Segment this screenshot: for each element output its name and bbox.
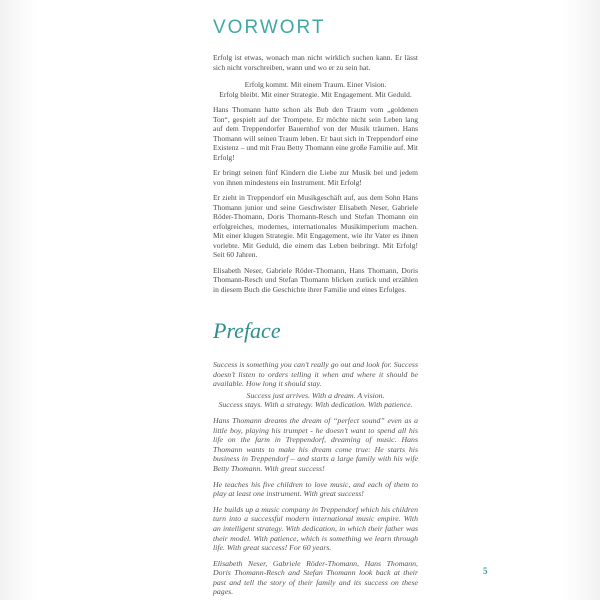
vorwort-motto-line-1: Erfolg kommt. Mit einem Traum. Einer Vision. [244,80,387,89]
vorwort-paragraph: Hans Thomann hatte schon als Bub den Traum vom „goldenen Ton“, gespielt auf der Trompete. Er möchte nicht sein Leben lang auf dem Treppendorfer Bauernhof von der Musik träumen. Hans Thomann will seinen Traum leben. Er baut sich in Treppendorf eine Existenz – und mit Frau Betty Thomann eine große Familie auf. Mit Erfolg! [213,105,418,162]
vorwort-paragraph: Elisabeth Neser, Gabriele Röder-Thomann, Hans Thomann, Doris Thomann-Resch und Stefan Thomann blicken zurück und erzählen in diesem Buch die Geschichte ihrer Familie und eines Erfolges. [213,265,418,294]
vorwort-intro-paragraph: Erfolg ist etwas, wonach man nicht wirklich suchen kann. Er lässt sich nicht vorschreiben, wann und wo er zu sein hat. [213,53,418,72]
vorwort-motto-line-2: Erfolg bleibt. Mit einer Strategie. Mit Engagement. Mit Geduld. [219,89,412,99]
preface-paragraph: Hans Thomann dreams the dream of “perfect sound” even as a little boy, playing his trumpet - he doesn’t want to spend all his life on the farm in Treppendorf, dreaming of music. Hans Thomann wants to make his dream come true: He starts his business in Treppendorf – and starts a large family with his wife Betty Thomann. With great success! [213,415,418,473]
vorwort-paragraph: Er bringt seinen fünf Kindern die Liebe zur Musik bei und jedem von ihnen mindestens ein Instrument. Mit Erfolg! [213,168,418,187]
page-edge-shadow-left [0,0,42,600]
vorwort-heading: VORWORT [213,17,326,38]
preface-motto-line-1: Success just arrives. With a dream. A vision. [246,390,385,400]
preface-paragraph: He teaches his five children to love music, and each of them to play at least one instrument. With great success! [213,479,418,499]
preface-motto [213,391,418,410]
preface-intro-paragraph: Success is something you can’t really go out and look for. Success doesn’t listen to orders telling it when and where it should be available. How long it should stay. [213,360,418,389]
preface-paragraph: He builds up a music company in Treppendorf which his children turn into a successful modern international music empire. With an intelligent strategy. With dedication, in which their father was their model. With patience, which is something we learn through life. With great success! For 60 years. [213,504,418,553]
preface-paragraph: Elisabeth Neser, Gabriele Röder-Thomann, Hans Thomann, Doris Thomann-Resch and Stefan Thomann look back at their past and tell the story of their family and its success on these pages. [213,558,418,597]
page-edge-shadow-right [558,0,600,600]
preface-motto-line-2: Success stays. With a strategy. With dedication. With patience. [218,400,413,410]
preface-heading: Preface [213,318,281,343]
vorwort-motto [213,80,418,99]
page-content [213,0,418,597]
page-number: 5 [483,566,488,576]
vorwort-paragraph: Er zieht in Treppendorf ein Musikgeschäft auf, aus dem Sohn Hans Thomann junior und seine Geschwister Elisabeth Neser, Gabriele Röder-Thomann, Doris Thomann-Resch und Stefan Thomann ein erfolgreiches, modernes, internationales Musikimperium machen. Mit einer klugen Strategie. Mit Engagement, wie ihr Vater es ihnen vorlebte. Mit Geduld, die einem das Leben beibringt. Mit Erfolg! Seit 60 Jahren. [213,193,418,259]
